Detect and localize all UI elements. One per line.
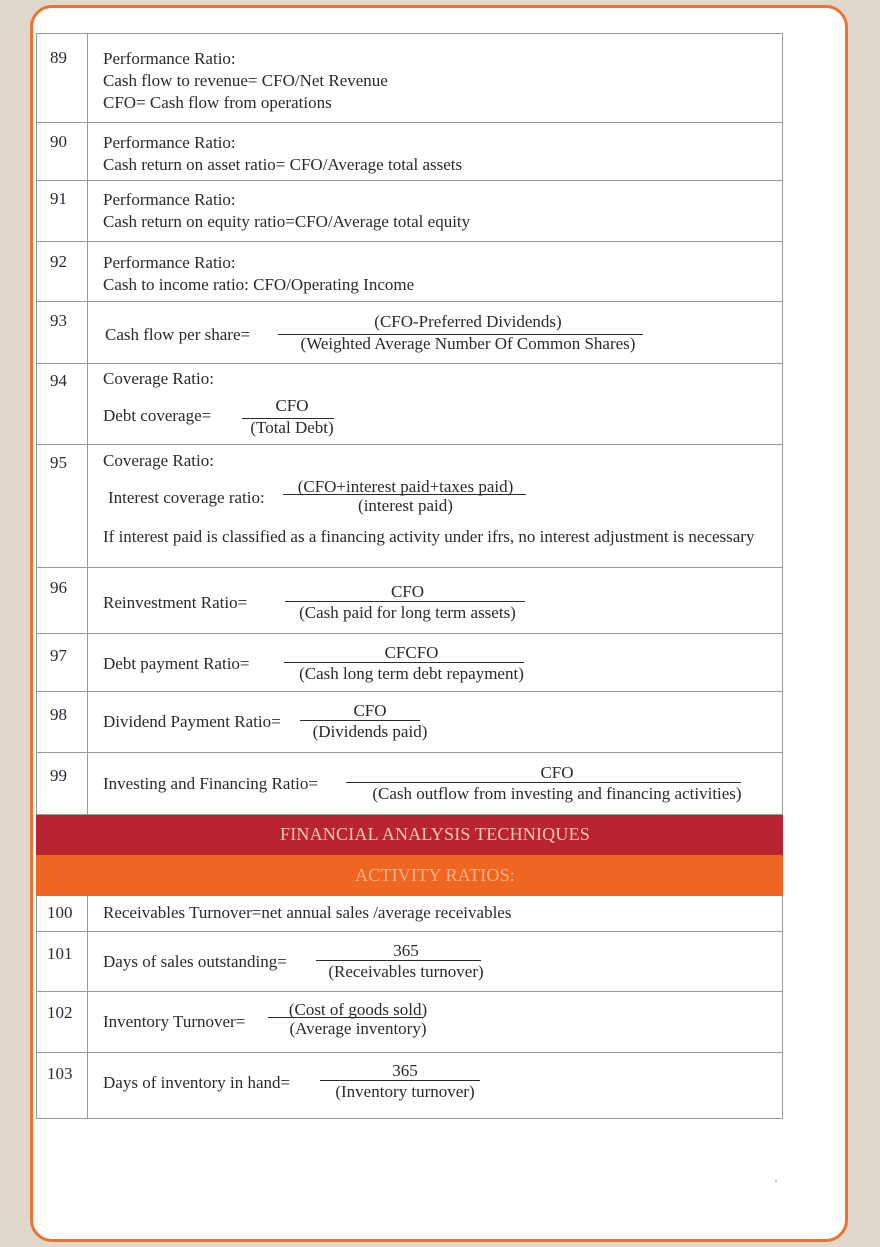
table-row <box>37 896 783 932</box>
ratio-formula: Cash return on asset ratio= CFO/Average total assets <box>103 155 463 174</box>
fraction-denominator: (Cash long term debt repayment) <box>299 664 524 683</box>
section-subtitle-cell <box>88 855 783 896</box>
section-title-cell <box>88 815 783 855</box>
ratio-definition: CFO= Cash flow from operations <box>103 93 332 112</box>
table-row <box>37 634 783 692</box>
table-row <box>37 753 783 815</box>
fraction-numerator: (Cost of goods sold) <box>288 1000 428 1019</box>
page-mark <box>775 1180 777 1182</box>
table-row <box>37 302 783 364</box>
fraction <box>283 476 528 517</box>
row-content <box>88 364 783 445</box>
table-row <box>37 568 783 634</box>
ratio-heading: Coverage Ratio: <box>103 369 214 388</box>
fraction <box>316 940 496 983</box>
ratio-label: Cash flow per share= <box>105 325 251 344</box>
ratio-heading: Performance Ratio: <box>103 133 236 152</box>
fraction-denominator: (Total Debt) <box>250 418 334 437</box>
fraction <box>346 762 768 805</box>
fraction <box>278 311 658 355</box>
row-number: 89 <box>37 34 88 123</box>
ratio-label: Interest coverage ratio: <box>108 488 265 507</box>
row-content <box>88 896 783 932</box>
ratio-heading: Performance Ratio: <box>103 49 236 68</box>
fraction <box>285 581 530 624</box>
section-band <box>37 855 783 896</box>
row-content <box>88 445 783 568</box>
row-number: 93 <box>37 302 88 364</box>
section-band <box>37 815 783 855</box>
fraction <box>268 999 448 1040</box>
fraction-numerator: (CFO-Preferred Dividends) <box>374 312 562 331</box>
row-number: 95 <box>37 445 88 568</box>
row-number: 96 <box>37 568 88 634</box>
row-content <box>88 932 783 992</box>
row-content <box>88 181 783 242</box>
fraction-denominator: (Average inventory) <box>289 1019 427 1038</box>
fraction-denominator: (Cash outflow from investing and financing activities) <box>372 784 742 803</box>
fraction-numerator: CFO <box>353 701 387 720</box>
ratio-formula: Cash return on equity ratio=CFO/Average total equity <box>103 212 471 231</box>
fraction-numerator: CFO <box>540 763 574 782</box>
row-number: 97 <box>37 634 88 692</box>
ratio-heading: Coverage Ratio: <box>103 451 214 470</box>
ratio-label: Days of sales outstanding= <box>103 952 287 971</box>
ratio-label: Debt payment Ratio= <box>103 654 250 673</box>
row-content <box>88 34 783 123</box>
fraction-numerator: CFCFO <box>384 643 439 662</box>
row-content <box>88 634 783 692</box>
fraction-numerator: CFO <box>275 396 309 415</box>
ratio-label: Reinvestment Ratio= <box>103 593 248 612</box>
row-content <box>88 992 783 1053</box>
fraction <box>300 700 440 743</box>
table-row <box>37 123 783 181</box>
fraction-denominator: (interest paid) <box>358 496 453 515</box>
band-spacer <box>37 855 88 896</box>
ratio-label: Inventory Turnover= <box>103 1012 246 1031</box>
ratio-formula: Cash to income ratio: CFO/Operating Income <box>103 275 415 294</box>
fraction-denominator: (Weighted Average Number Of Common Shares) <box>300 334 636 353</box>
row-number: 99 <box>37 753 88 815</box>
section-subtitle: ACTIVITY RATIOS: <box>354 864 516 885</box>
ratios-table <box>36 33 783 1119</box>
ratio-formula: Cash flow to revenue= CFO/Net Revenue <box>103 71 388 90</box>
ratio-label: Dividend Payment Ratio= <box>103 712 281 731</box>
fraction-denominator: (Cash paid for long term assets) <box>299 603 516 622</box>
table-row <box>37 932 783 992</box>
fraction-denominator: (Inventory turnover) <box>335 1082 475 1101</box>
row-content <box>88 692 783 753</box>
row-number: 94 <box>37 364 88 445</box>
ratio-label: Investing and Financing Ratio= <box>103 774 318 793</box>
table-row <box>37 242 783 302</box>
ratio-note: If interest paid is classified as a financing activity under ifrs, no interest adjustment is necessary <box>103 527 755 546</box>
ratio-formula: Receivables Turnover=net annual sales /average receivables <box>103 903 512 922</box>
table-row <box>37 181 783 242</box>
fraction-numerator: 365 <box>392 1061 418 1080</box>
ratio-heading: Performance Ratio: <box>103 253 236 272</box>
row-number: 102 <box>37 992 88 1053</box>
section-title: FINANCIAL ANALYSIS TECHNIQUES <box>279 824 590 844</box>
table-row <box>37 34 783 123</box>
row-number: 101 <box>37 932 88 992</box>
row-number: 103 <box>37 1053 88 1119</box>
fraction-numerator: CFO <box>390 582 425 601</box>
row-content <box>88 1053 783 1119</box>
row-number: 92 <box>37 242 88 302</box>
table-row <box>37 692 783 753</box>
fraction <box>320 1060 490 1103</box>
row-content <box>88 568 783 634</box>
table-row <box>37 445 783 568</box>
row-number: 98 <box>37 692 88 753</box>
fraction-numerator: (CFO+interest paid+taxes paid) <box>297 477 514 496</box>
band-spacer <box>37 815 88 855</box>
fraction-denominator: (Dividends paid) <box>312 722 428 741</box>
fraction <box>242 395 342 439</box>
row-content <box>88 123 783 181</box>
ratio-label: Days of inventory in hand= <box>103 1073 291 1092</box>
fraction-denominator: (Receivables turnover) <box>328 962 484 981</box>
ratio-heading: Performance Ratio: <box>103 190 236 209</box>
fraction-numerator: 365 <box>393 941 419 960</box>
row-number: 100 <box>37 896 88 932</box>
table-row <box>37 1053 783 1119</box>
row-content <box>88 242 783 302</box>
row-content <box>88 753 783 815</box>
fraction <box>284 642 539 685</box>
table-row <box>37 992 783 1053</box>
row-content <box>88 302 783 364</box>
ratio-label: Debt coverage= <box>103 406 212 425</box>
row-number: 91 <box>37 181 88 242</box>
table-row <box>37 364 783 445</box>
row-number: 90 <box>37 123 88 181</box>
